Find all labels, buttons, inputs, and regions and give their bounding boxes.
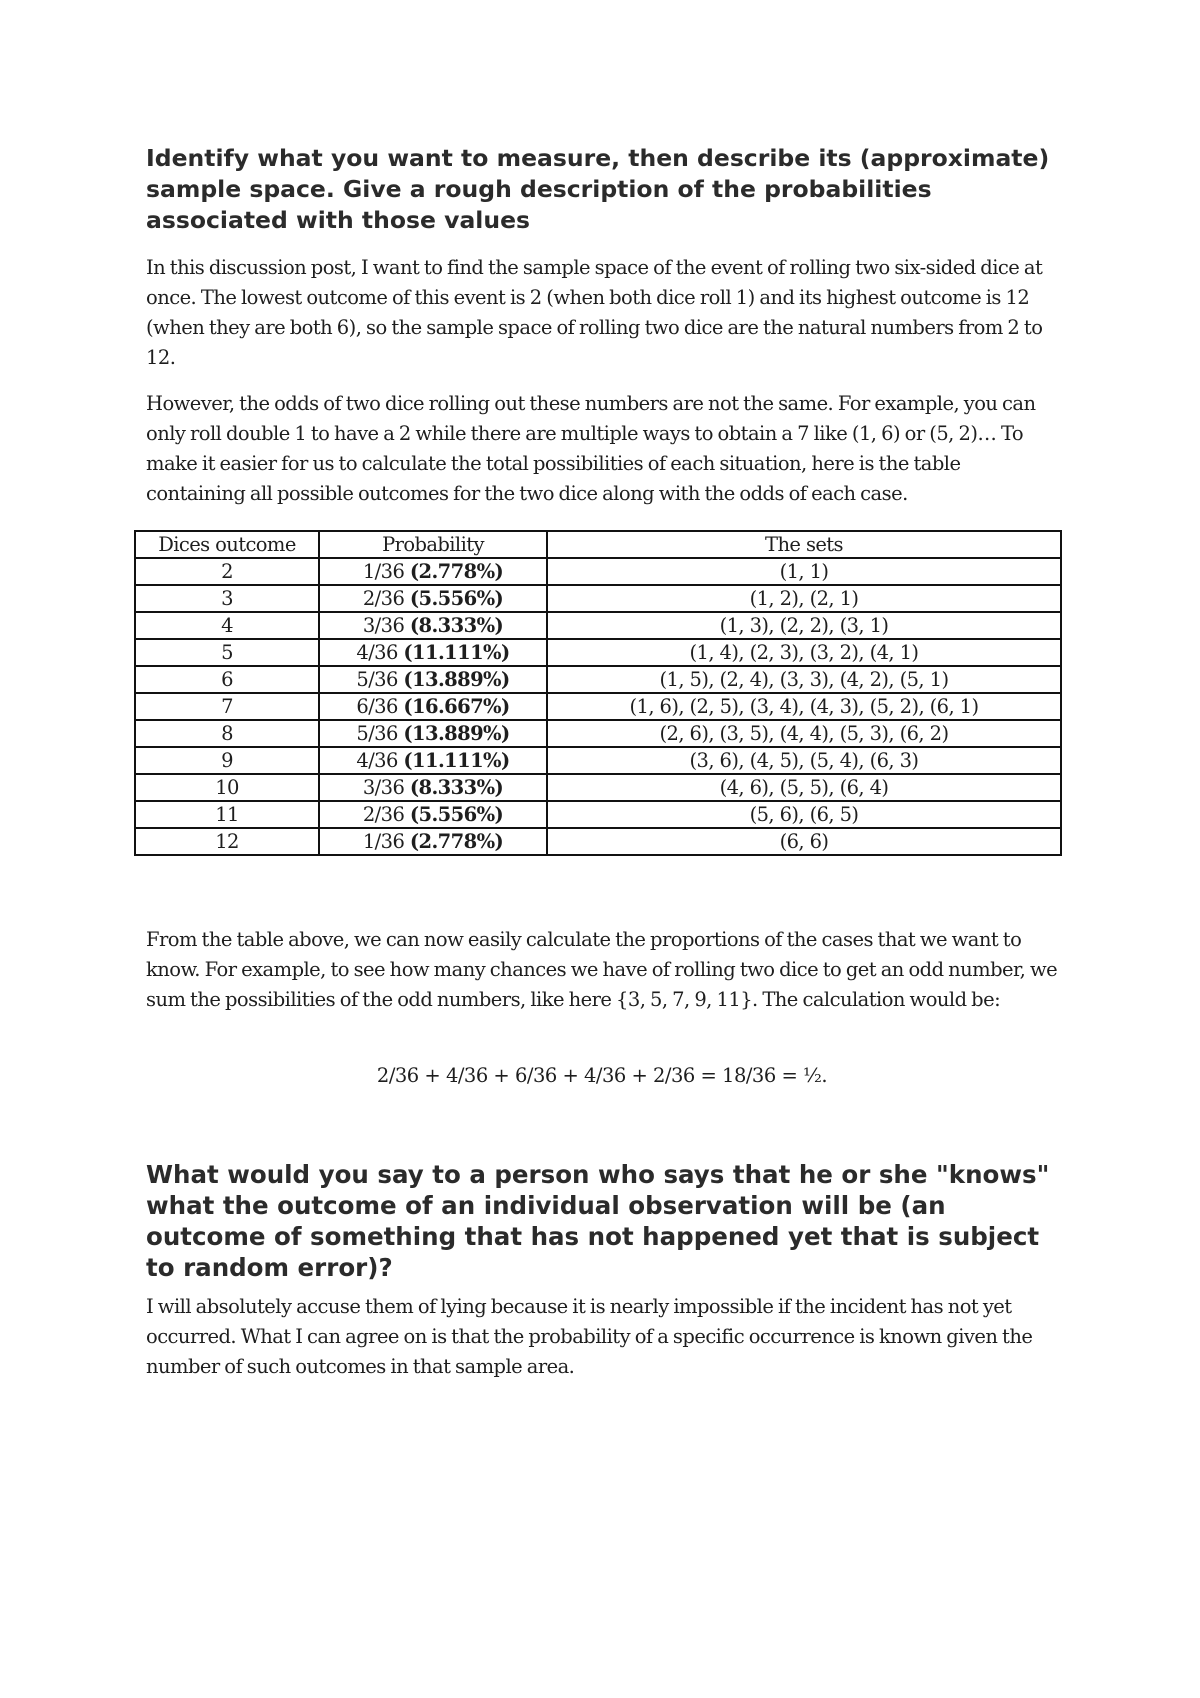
outcome-cell: 5 bbox=[135, 639, 319, 666]
probability-cell bbox=[319, 558, 547, 585]
probability-cell bbox=[319, 693, 547, 720]
probability-cell bbox=[319, 612, 547, 639]
probability-fraction: 3/36 bbox=[362, 776, 405, 799]
probability-cell bbox=[319, 720, 547, 747]
table-body bbox=[135, 558, 1061, 855]
probability-cell bbox=[319, 747, 547, 774]
sets-cell: (3, 6), (4, 5), (5, 4), (6, 3) bbox=[547, 747, 1061, 774]
outcome-cell: 2 bbox=[135, 558, 319, 585]
table-header-row bbox=[135, 531, 1061, 558]
sets-cell: (1, 2), (2, 1) bbox=[547, 585, 1061, 612]
header-the-sets: The sets bbox=[547, 531, 1061, 558]
probability-percent: (2.778%) bbox=[409, 830, 504, 853]
odds-paragraph: However, the odds of two dice rolling out these numbers are not the same. For example, you can only roll double 1 to have a 2 while there are multiple ways to obtain a 7 like (1, 6) or (5, 2)… To make it easier for us to calculate the total possibilities of each situation, here is the table containing all possible outcomes for the two dice along with the odds of each case. bbox=[146, 392, 1036, 505]
probability-fraction: 3/36 bbox=[362, 614, 405, 637]
sets-cell: (1, 5), (2, 4), (3, 3), (4, 2), (5, 1) bbox=[547, 666, 1061, 693]
probability-percent: (5.556%) bbox=[409, 803, 504, 826]
probability-fraction: 5/36 bbox=[356, 722, 398, 745]
probability-percent: (8.333%) bbox=[409, 614, 504, 637]
outcome-cell: 10 bbox=[135, 774, 319, 801]
answer-paragraph: I will absolutely accuse them of lying because it is nearly impossible if the incident has not yet occurred. What I can agree on is that the probability of a specific occurrence is known given the number of such outcomes in that sample area. bbox=[146, 1295, 1033, 1378]
table-row bbox=[135, 666, 1061, 693]
probability-percent: (11.111%) bbox=[403, 749, 510, 772]
probability-cell bbox=[319, 585, 547, 612]
header-probability: Probability bbox=[319, 531, 547, 558]
outcome-cell: 7 bbox=[135, 693, 319, 720]
section-heading-sample-space: Identify what you want to measure, then describe its (approximate) sample space. Give a rough description of the probabilities associated with those values bbox=[146, 144, 1050, 234]
outcome-cell: 11 bbox=[135, 801, 319, 828]
outcome-cell: 12 bbox=[135, 828, 319, 855]
probability-percent: (2.778%) bbox=[409, 560, 504, 583]
outcome-cell: 8 bbox=[135, 720, 319, 747]
header-dices-outcome: Dices outcome bbox=[135, 531, 319, 558]
dice-outcome-table bbox=[134, 530, 1062, 856]
probability-fraction: 2/36 bbox=[362, 587, 405, 610]
probability-percent: (13.889%) bbox=[403, 722, 510, 745]
odd-sum-formula: 2/36 + 4/36 + 6/36 + 4/36 + 2/36 = 18/36 = ½. bbox=[376, 1064, 828, 1087]
probability-percent: (11.111%) bbox=[403, 641, 510, 664]
table-row bbox=[135, 720, 1061, 747]
sets-cell: (4, 6), (5, 5), (6, 4) bbox=[547, 774, 1061, 801]
sets-cell: (5, 6), (6, 5) bbox=[547, 801, 1061, 828]
table-row bbox=[135, 639, 1061, 666]
table-row bbox=[135, 558, 1061, 585]
table-row bbox=[135, 585, 1061, 612]
probability-percent: (16.667%) bbox=[403, 695, 510, 718]
intro-paragraph: In this discussion post, I want to find the sample space of the event of rolling two six-sided dice at once. The lowest outcome of this event is 2 (when both dice roll 1) and its highest outcome is 12 (when they are both 6), so the sample space of rolling two dice are the natural numbers from 2 to 12. bbox=[146, 256, 1043, 369]
sets-cell: (2, 6), (3, 5), (4, 4), (5, 3), (6, 2) bbox=[547, 720, 1061, 747]
outcome-cell: 9 bbox=[135, 747, 319, 774]
probability-percent: (5.556%) bbox=[409, 587, 504, 610]
outcome-cell: 4 bbox=[135, 612, 319, 639]
probability-fraction: 4/36 bbox=[356, 749, 398, 772]
probability-fraction: 4/36 bbox=[356, 641, 398, 664]
probability-fraction: 5/36 bbox=[356, 668, 398, 691]
sets-cell: (1, 4), (2, 3), (3, 2), (4, 1) bbox=[547, 639, 1061, 666]
table-row bbox=[135, 747, 1061, 774]
probability-cell bbox=[319, 801, 547, 828]
section-heading-knows-outcome: What would you say to a person who says that he or she "knows" what the outcome of an individual observation will be (an outcome of something that has not happened yet that is subject to random error)? bbox=[146, 1160, 1050, 1282]
probability-cell bbox=[319, 639, 547, 666]
probability-cell bbox=[319, 828, 547, 855]
proportions-paragraph: From the table above, we can now easily calculate the proportions of the cases that we want to know. For example, to see how many chances we have of rolling two dice to get an odd number, we sum the possibilities of the odd numbers, like here {3, 5, 7, 9, 11}. The calculation would be: bbox=[146, 928, 1058, 1011]
probability-fraction: 6/36 bbox=[356, 695, 398, 718]
probability-cell bbox=[319, 666, 547, 693]
probability-percent: (13.889%) bbox=[403, 668, 510, 691]
probability-fraction: 1/36 bbox=[362, 830, 405, 853]
sets-cell: (1, 3), (2, 2), (3, 1) bbox=[547, 612, 1061, 639]
probability-percent: (8.333%) bbox=[409, 776, 504, 799]
sets-cell: (1, 6), (2, 5), (3, 4), (4, 3), (5, 2), (6, 1) bbox=[547, 693, 1061, 720]
probability-cell bbox=[319, 774, 547, 801]
probability-fraction: 2/36 bbox=[362, 803, 405, 826]
table-row bbox=[135, 774, 1061, 801]
outcome-cell: 3 bbox=[135, 585, 319, 612]
sets-cell: (6, 6) bbox=[547, 828, 1061, 855]
table-row bbox=[135, 828, 1061, 855]
outcome-cell: 6 bbox=[135, 666, 319, 693]
table-row bbox=[135, 612, 1061, 639]
probability-fraction: 1/36 bbox=[362, 560, 405, 583]
table-row bbox=[135, 801, 1061, 828]
sets-cell: (1, 1) bbox=[547, 558, 1061, 585]
table-row bbox=[135, 693, 1061, 720]
